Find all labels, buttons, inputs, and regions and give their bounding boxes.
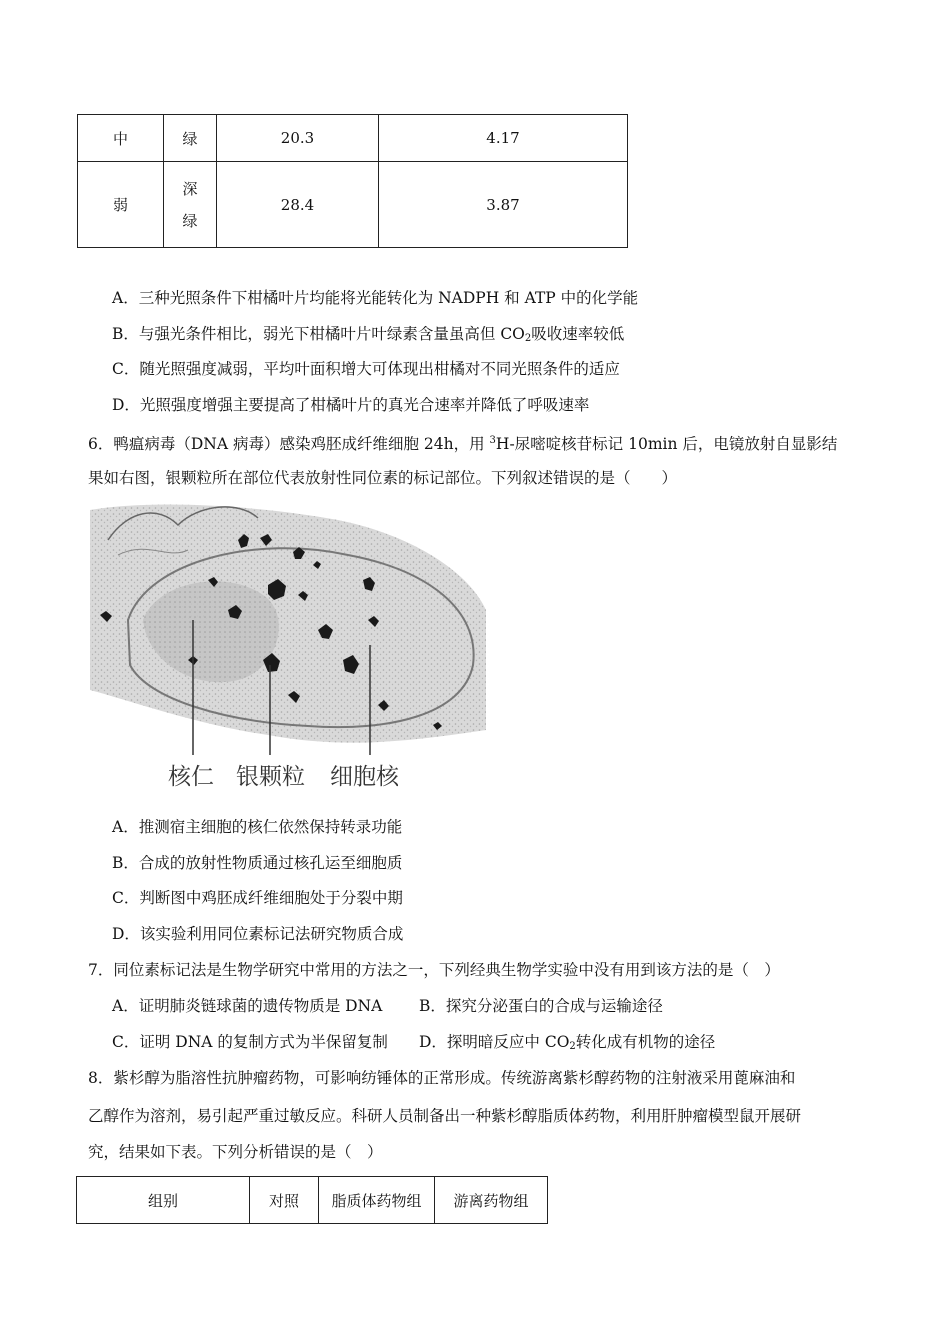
q7-option-d-pre: D．探明暗反应中 CO (419, 1033, 570, 1051)
q6-stem-line2: 果如右图，银颗粒所在部位代表放射性同位素的标记部位。下列叙述错误的是（ ） (88, 469, 678, 487)
cell-color-weak-l2: 绿 (182, 211, 198, 230)
cell-area-mid: 20.3 (217, 115, 379, 162)
q7-option-d-sub: 2 (569, 1041, 576, 1052)
cell-area-weak: 28.4 (217, 162, 379, 248)
q8-stem-line1: 8．紫杉醇为脂溶性抗肿瘤药物，可影响纺锤体的正常形成。传统游离紫杉醇药物的注射液采用蓖麻油和 (88, 1069, 796, 1087)
q7-option-d (419, 1032, 715, 1057)
q6-stem-post: H-尿嘧啶核苷标记 10min 后，电镜放射自显影结 (495, 435, 838, 453)
cell-color-weak (164, 162, 217, 248)
header-liposome: 脂质体药物组 (319, 1177, 435, 1224)
cell-rate-weak: 3.87 (379, 162, 628, 248)
header-free-drug: 游离药物组 (435, 1177, 548, 1224)
q5-option-b-post: 吸收速率较低 (531, 325, 625, 343)
q5-option-b (112, 324, 624, 349)
q7-option-a: A．证明肺炎链球菌的遗传物质是 DNA (112, 997, 383, 1015)
label-nucleus: 细胞核 (330, 764, 399, 790)
q6-option-b: B．合成的放射性物质通过核孔运至细胞质 (112, 854, 403, 872)
taxol-table (76, 1176, 548, 1224)
header-control: 对照 (250, 1177, 319, 1224)
header-group: 组别 (77, 1177, 250, 1224)
q7-stem: 7．同位素标记法是生物学研究中常用的方法之一，下列经典生物学实验中没有用到该方法的是（ ） (88, 961, 780, 979)
q7-option-d-post: 转化成有机物的途径 (575, 1033, 716, 1051)
micrograph-figure (88, 500, 488, 800)
q6-option-c: C．判断图中鸡胚成纤维细胞处于分裂中期 (112, 889, 403, 907)
q5-option-c: C．随光照强度减弱，平均叶面积增大可体现出柑橘对不同光照条件的适应 (112, 360, 620, 378)
q6-stem-line1 (88, 431, 837, 454)
q5-option-b-pre: B．与强光条件相比，弱光下柑橘叶片叶绿素含量虽高但 CO (112, 325, 525, 343)
q8-stem-line3: 究，结果如下表。下列分析错误的是（ ） (88, 1143, 383, 1161)
q5-option-a: A．三种光照条件下柑橘叶片均能将光能转化为 NADPH 和 ATP 中的化学能 (112, 289, 639, 307)
q7-option-b: B．探究分泌蛋白的合成与运输途径 (419, 997, 663, 1015)
light-table (77, 114, 628, 248)
q6-option-a: A．推测宿主细胞的核仁依然保持转录功能 (112, 818, 403, 836)
q7-option-c: C．证明 DNA 的复制方式为半保留复制 (112, 1033, 388, 1051)
label-silver-grain: 银颗粒 (236, 764, 305, 790)
q8-stem-line2: 乙醇作为溶剂，易引起严重过敏反应。科研人员制备出一种紫杉醇脂质体药物，利用肝肿瘤模型鼠开展研 (88, 1107, 802, 1125)
micrograph-drawing (88, 500, 488, 800)
cell-color-weak-l1: 深 (182, 179, 198, 198)
cell-light-weak: 弱 (78, 162, 164, 248)
q6-stem-sup: 3 (489, 435, 496, 446)
cell-light-mid: 中 (78, 115, 164, 162)
q5-option-d: D．光照强度增强主要提高了柑橘叶片的真光合速率并降低了呼吸速率 (112, 396, 590, 414)
q6-option-d: D．该实验利用同位素标记法研究物质合成 (112, 925, 404, 943)
label-nucleolus: 核仁 (168, 764, 214, 790)
q6-stem-pre: 6．鸭瘟病毒（DNA 病毒）感染鸡胚成纤维细胞 24h，用 (88, 435, 490, 453)
cell-color-mid: 绿 (164, 115, 217, 162)
q5-option-b-sub: 2 (524, 333, 532, 344)
cell-rate-mid: 4.17 (379, 115, 628, 162)
